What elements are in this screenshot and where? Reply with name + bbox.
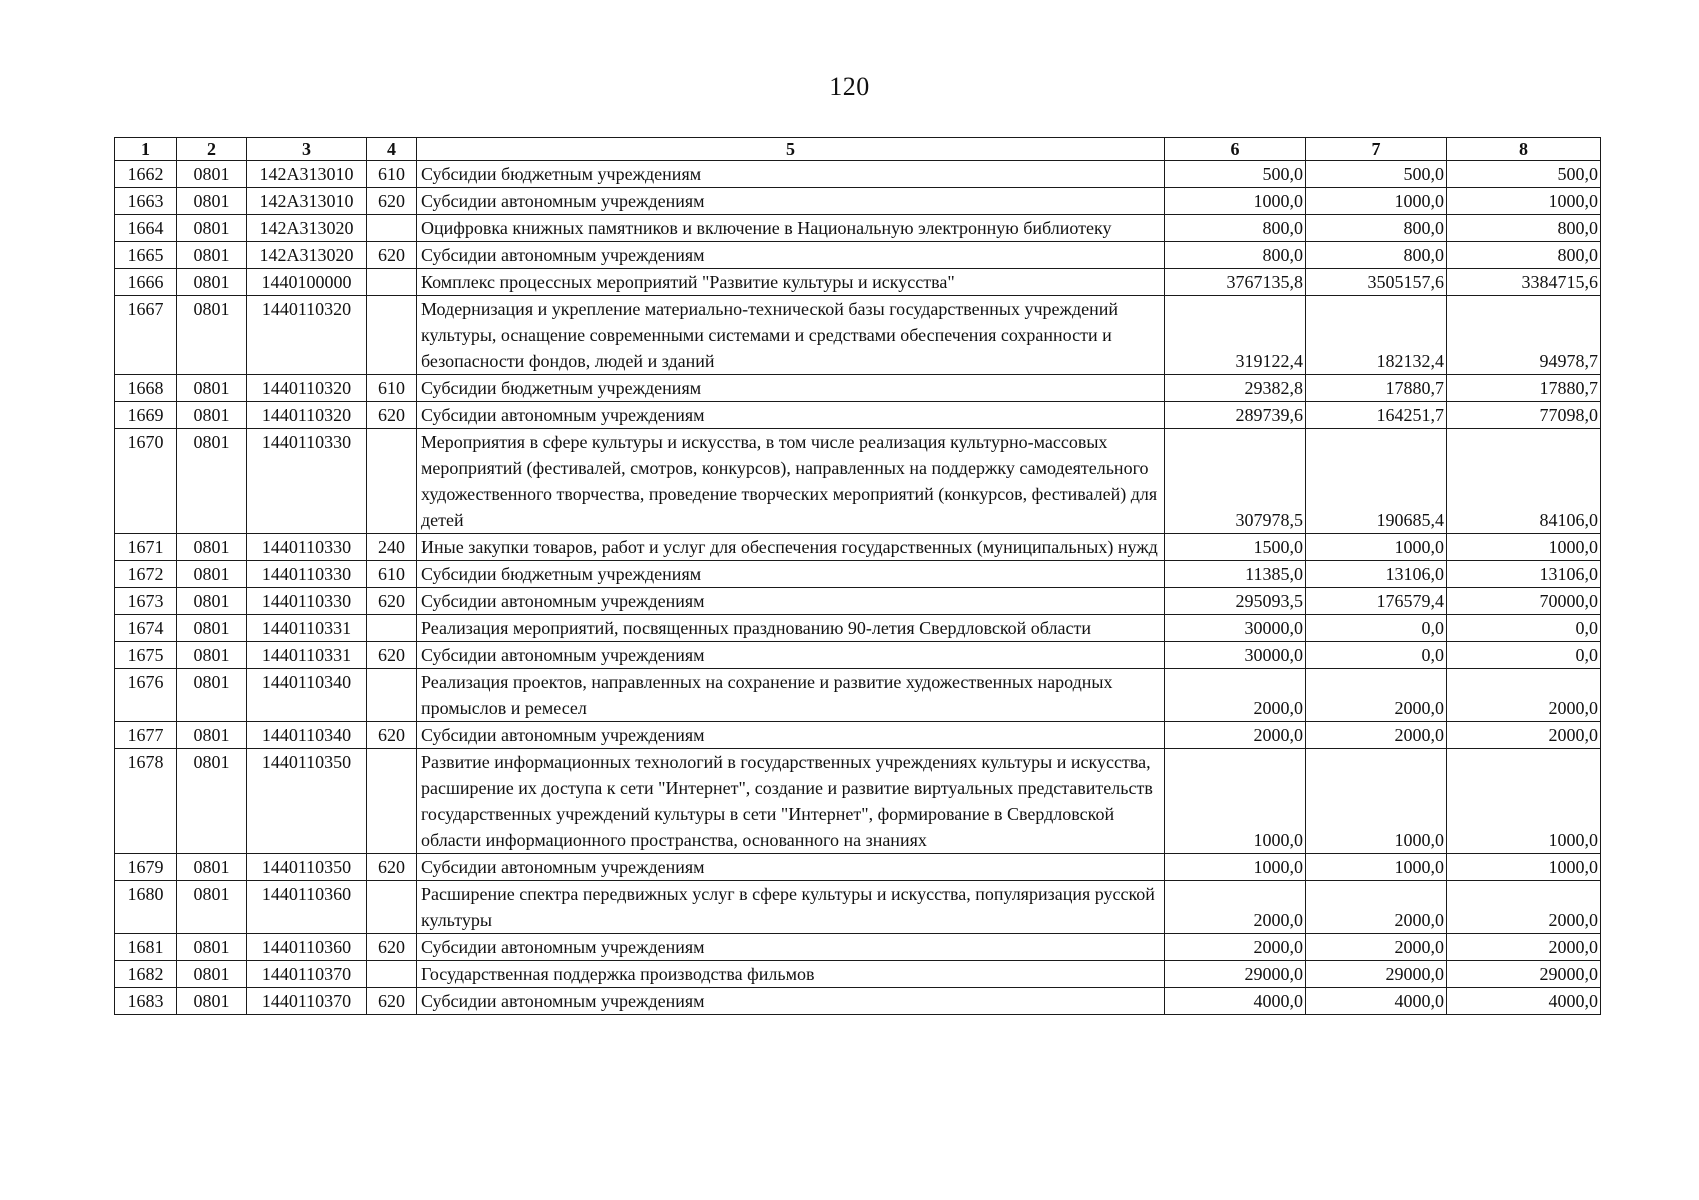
amount-col6-cell: 307978,5 bbox=[1165, 429, 1306, 534]
target-article-cell: 1440110370 bbox=[247, 961, 367, 988]
row-number-cell: 1673 bbox=[115, 588, 177, 615]
target-article-cell: 1440110330 bbox=[247, 561, 367, 588]
target-article-cell: 1440110330 bbox=[247, 534, 367, 561]
amount-col8-cell: 29000,0 bbox=[1447, 961, 1601, 988]
target-article-cell: 1440110350 bbox=[247, 749, 367, 854]
expense-type-cell bbox=[367, 269, 417, 296]
row-number-cell: 1670 bbox=[115, 429, 177, 534]
expense-type-cell: 620 bbox=[367, 188, 417, 215]
item-name-cell: Субсидии автономным учреждениям bbox=[417, 934, 1165, 961]
amount-col8-cell: 500,0 bbox=[1447, 161, 1601, 188]
amount-col6-cell: 2000,0 bbox=[1165, 881, 1306, 934]
amount-col6-cell: 2000,0 bbox=[1165, 934, 1306, 961]
target-article-cell: 1440110330 bbox=[247, 588, 367, 615]
row-number-cell: 1681 bbox=[115, 934, 177, 961]
row-number-cell: 1668 bbox=[115, 375, 177, 402]
target-article-cell: 1440110350 bbox=[247, 854, 367, 881]
item-name-cell: Субсидии автономным учреждениям bbox=[417, 642, 1165, 669]
expense-type-cell bbox=[367, 429, 417, 534]
row-number-cell: 1676 bbox=[115, 669, 177, 722]
row-number-cell: 1678 bbox=[115, 749, 177, 854]
expense-type-cell bbox=[367, 961, 417, 988]
item-name-cell: Государственная поддержка производства фильмов bbox=[417, 961, 1165, 988]
amount-col7-cell: 17880,7 bbox=[1306, 375, 1447, 402]
item-name-cell: Субсидии автономным учреждениям bbox=[417, 988, 1165, 1015]
budget-table bbox=[114, 137, 1601, 1015]
target-article-cell: 142A313010 bbox=[247, 188, 367, 215]
amount-col7-cell: 1000,0 bbox=[1306, 534, 1447, 561]
amount-col6-cell: 1000,0 bbox=[1165, 188, 1306, 215]
expense-type-cell: 610 bbox=[367, 375, 417, 402]
expense-type-cell: 620 bbox=[367, 242, 417, 269]
target-article-cell: 1440110340 bbox=[247, 722, 367, 749]
item-name-cell: Субсидии автономным учреждениям bbox=[417, 402, 1165, 429]
table-row bbox=[115, 561, 1601, 588]
item-name-cell: Субсидии бюджетным учреждениям bbox=[417, 375, 1165, 402]
item-name-cell: Субсидии бюджетным учреждениям bbox=[417, 561, 1165, 588]
column-header: 6 bbox=[1165, 138, 1306, 161]
expense-type-cell: 620 bbox=[367, 402, 417, 429]
amount-col7-cell: 2000,0 bbox=[1306, 722, 1447, 749]
table-row bbox=[115, 961, 1601, 988]
section-code-cell: 0801 bbox=[177, 749, 247, 854]
item-name-cell: Субсидии автономным учреждениям bbox=[417, 722, 1165, 749]
section-code-cell: 0801 bbox=[177, 429, 247, 534]
table-row bbox=[115, 375, 1601, 402]
section-code-cell: 0801 bbox=[177, 988, 247, 1015]
section-code-cell: 0801 bbox=[177, 615, 247, 642]
item-name-cell: Субсидии автономным учреждениям bbox=[417, 588, 1165, 615]
section-code-cell: 0801 bbox=[177, 722, 247, 749]
amount-col7-cell: 2000,0 bbox=[1306, 881, 1447, 934]
table-row bbox=[115, 988, 1601, 1015]
target-article-cell: 142A313010 bbox=[247, 161, 367, 188]
item-name-cell: Субсидии бюджетным учреждениям bbox=[417, 161, 1165, 188]
row-number-cell: 1674 bbox=[115, 615, 177, 642]
amount-col8-cell: 84106,0 bbox=[1447, 429, 1601, 534]
row-number-cell: 1663 bbox=[115, 188, 177, 215]
amount-col8-cell: 70000,0 bbox=[1447, 588, 1601, 615]
item-name-cell: Субсидии автономным учреждениям bbox=[417, 188, 1165, 215]
section-code-cell: 0801 bbox=[177, 296, 247, 375]
expense-type-cell: 620 bbox=[367, 854, 417, 881]
row-number-cell: 1680 bbox=[115, 881, 177, 934]
expense-type-cell: 620 bbox=[367, 642, 417, 669]
amount-col7-cell: 13106,0 bbox=[1306, 561, 1447, 588]
expense-type-cell: 240 bbox=[367, 534, 417, 561]
table-header bbox=[115, 138, 1601, 161]
row-number-cell: 1667 bbox=[115, 296, 177, 375]
row-number-cell: 1669 bbox=[115, 402, 177, 429]
amount-col7-cell: 176579,4 bbox=[1306, 588, 1447, 615]
table-row bbox=[115, 934, 1601, 961]
section-code-cell: 0801 bbox=[177, 242, 247, 269]
item-name-cell: Оцифровка книжных памятников и включение в Национальную электронную библиотеку bbox=[417, 215, 1165, 242]
target-article-cell: 1440110360 bbox=[247, 881, 367, 934]
amount-col8-cell: 2000,0 bbox=[1447, 881, 1601, 934]
amount-col6-cell: 29382,8 bbox=[1165, 375, 1306, 402]
amount-col7-cell: 190685,4 bbox=[1306, 429, 1447, 534]
expense-type-cell: 610 bbox=[367, 561, 417, 588]
amount-col8-cell: 1000,0 bbox=[1447, 854, 1601, 881]
section-code-cell: 0801 bbox=[177, 161, 247, 188]
amount-col6-cell: 30000,0 bbox=[1165, 615, 1306, 642]
amount-col8-cell: 0,0 bbox=[1447, 642, 1601, 669]
column-header: 4 bbox=[367, 138, 417, 161]
amount-col8-cell: 800,0 bbox=[1447, 242, 1601, 269]
amount-col6-cell: 2000,0 bbox=[1165, 669, 1306, 722]
amount-col8-cell: 1000,0 bbox=[1447, 749, 1601, 854]
section-code-cell: 0801 bbox=[177, 669, 247, 722]
target-article-cell: 1440110320 bbox=[247, 375, 367, 402]
section-code-cell: 0801 bbox=[177, 402, 247, 429]
amount-col6-cell: 1000,0 bbox=[1165, 854, 1306, 881]
expense-type-cell: 620 bbox=[367, 988, 417, 1015]
column-header: 5 bbox=[417, 138, 1165, 161]
amount-col6-cell: 800,0 bbox=[1165, 242, 1306, 269]
amount-col8-cell: 0,0 bbox=[1447, 615, 1601, 642]
amount-col6-cell: 29000,0 bbox=[1165, 961, 1306, 988]
table-row bbox=[115, 296, 1601, 375]
header-row bbox=[115, 138, 1601, 161]
target-article-cell: 142A313020 bbox=[247, 242, 367, 269]
amount-col7-cell: 0,0 bbox=[1306, 615, 1447, 642]
column-header: 7 bbox=[1306, 138, 1447, 161]
expense-type-cell bbox=[367, 615, 417, 642]
target-article-cell: 142A313020 bbox=[247, 215, 367, 242]
table-row bbox=[115, 161, 1601, 188]
target-article-cell: 1440110320 bbox=[247, 296, 367, 375]
amount-col6-cell: 800,0 bbox=[1165, 215, 1306, 242]
table-row bbox=[115, 881, 1601, 934]
amount-col7-cell: 29000,0 bbox=[1306, 961, 1447, 988]
amount-col8-cell: 77098,0 bbox=[1447, 402, 1601, 429]
section-code-cell: 0801 bbox=[177, 269, 247, 296]
table-row bbox=[115, 749, 1601, 854]
expense-type-cell bbox=[367, 669, 417, 722]
expense-type-cell: 610 bbox=[367, 161, 417, 188]
target-article-cell: 1440100000 bbox=[247, 269, 367, 296]
section-code-cell: 0801 bbox=[177, 642, 247, 669]
amount-col6-cell: 1000,0 bbox=[1165, 749, 1306, 854]
amount-col8-cell: 4000,0 bbox=[1447, 988, 1601, 1015]
row-number-cell: 1666 bbox=[115, 269, 177, 296]
table-row bbox=[115, 242, 1601, 269]
item-name-cell: Мероприятия в сфере культуры и искусства, в том числе реализация культурно-массовых мероприятий (фестивалей, смотров, конкурсов), направленных на поддержку самодеятельного художественного творчества, проведение творческих мероприятий (конкурсов, фестивалей) для детей bbox=[417, 429, 1165, 534]
row-number-cell: 1672 bbox=[115, 561, 177, 588]
row-number-cell: 1683 bbox=[115, 988, 177, 1015]
item-name-cell: Расширение спектра передвижных услуг в сфере культуры и искусства, популяризация русской культуры bbox=[417, 881, 1165, 934]
table-row bbox=[115, 854, 1601, 881]
table-row bbox=[115, 722, 1601, 749]
expense-type-cell: 620 bbox=[367, 934, 417, 961]
expense-type-cell: 620 bbox=[367, 588, 417, 615]
table-row bbox=[115, 188, 1601, 215]
amount-col7-cell: 2000,0 bbox=[1306, 669, 1447, 722]
row-number-cell: 1665 bbox=[115, 242, 177, 269]
target-article-cell: 1440110331 bbox=[247, 642, 367, 669]
amount-col8-cell: 3384715,6 bbox=[1447, 269, 1601, 296]
amount-col8-cell: 2000,0 bbox=[1447, 669, 1601, 722]
column-header: 2 bbox=[177, 138, 247, 161]
column-header: 3 bbox=[247, 138, 367, 161]
amount-col7-cell: 0,0 bbox=[1306, 642, 1447, 669]
amount-col7-cell: 4000,0 bbox=[1306, 988, 1447, 1015]
row-number-cell: 1662 bbox=[115, 161, 177, 188]
item-name-cell: Субсидии автономным учреждениям bbox=[417, 242, 1165, 269]
row-number-cell: 1679 bbox=[115, 854, 177, 881]
section-code-cell: 0801 bbox=[177, 561, 247, 588]
table-row bbox=[115, 269, 1601, 296]
expense-type-cell bbox=[367, 215, 417, 242]
amount-col8-cell: 2000,0 bbox=[1447, 934, 1601, 961]
target-article-cell: 1440110331 bbox=[247, 615, 367, 642]
expense-type-cell: 620 bbox=[367, 722, 417, 749]
amount-col6-cell: 30000,0 bbox=[1165, 642, 1306, 669]
amount-col8-cell: 1000,0 bbox=[1447, 188, 1601, 215]
amount-col6-cell: 1500,0 bbox=[1165, 534, 1306, 561]
item-name-cell: Иные закупки товаров, работ и услуг для обеспечения государственных (муниципальных) нужд bbox=[417, 534, 1165, 561]
amount-col6-cell: 289739,6 bbox=[1165, 402, 1306, 429]
target-article-cell: 1440110340 bbox=[247, 669, 367, 722]
target-article-cell: 1440110360 bbox=[247, 934, 367, 961]
amount-col6-cell: 4000,0 bbox=[1165, 988, 1306, 1015]
section-code-cell: 0801 bbox=[177, 215, 247, 242]
amount-col6-cell: 3767135,8 bbox=[1165, 269, 1306, 296]
row-number-cell: 1677 bbox=[115, 722, 177, 749]
amount-col7-cell: 1000,0 bbox=[1306, 854, 1447, 881]
expense-type-cell bbox=[367, 296, 417, 375]
row-number-cell: 1675 bbox=[115, 642, 177, 669]
amount-col6-cell: 2000,0 bbox=[1165, 722, 1306, 749]
section-code-cell: 0801 bbox=[177, 961, 247, 988]
table-row bbox=[115, 669, 1601, 722]
item-name-cell: Реализация проектов, направленных на сохранение и развитие художественных народных промыслов и ремесел bbox=[417, 669, 1165, 722]
item-name-cell: Модернизация и укрепление материально-технической базы государственных учреждений культуры, оснащение современными системами и средствами обеспечения сохранности и безопасности фондов, людей и зданий bbox=[417, 296, 1165, 375]
amount-col7-cell: 1000,0 bbox=[1306, 188, 1447, 215]
amount-col6-cell: 295093,5 bbox=[1165, 588, 1306, 615]
table-row bbox=[115, 534, 1601, 561]
table-row bbox=[115, 642, 1601, 669]
section-code-cell: 0801 bbox=[177, 854, 247, 881]
amount-col8-cell: 13106,0 bbox=[1447, 561, 1601, 588]
target-article-cell: 1440110330 bbox=[247, 429, 367, 534]
amount-col7-cell: 2000,0 bbox=[1306, 934, 1447, 961]
amount-col8-cell: 94978,7 bbox=[1447, 296, 1601, 375]
target-article-cell: 1440110370 bbox=[247, 988, 367, 1015]
amount-col6-cell: 319122,4 bbox=[1165, 296, 1306, 375]
item-name-cell: Реализация мероприятий, посвященных празднованию 90-летия Свердловской области bbox=[417, 615, 1165, 642]
section-code-cell: 0801 bbox=[177, 188, 247, 215]
target-article-cell: 1440110320 bbox=[247, 402, 367, 429]
amount-col8-cell: 1000,0 bbox=[1447, 534, 1601, 561]
table-row bbox=[115, 615, 1601, 642]
amount-col7-cell: 1000,0 bbox=[1306, 749, 1447, 854]
table-row bbox=[115, 588, 1601, 615]
section-code-cell: 0801 bbox=[177, 588, 247, 615]
table-body bbox=[115, 161, 1601, 1015]
amount-col7-cell: 164251,7 bbox=[1306, 402, 1447, 429]
table-row bbox=[115, 429, 1601, 534]
item-name-cell: Субсидии автономным учреждениям bbox=[417, 854, 1165, 881]
column-header: 8 bbox=[1447, 138, 1601, 161]
amount-col8-cell: 800,0 bbox=[1447, 215, 1601, 242]
amount-col7-cell: 800,0 bbox=[1306, 215, 1447, 242]
amount-col8-cell: 17880,7 bbox=[1447, 375, 1601, 402]
table-row bbox=[115, 402, 1601, 429]
amount-col7-cell: 500,0 bbox=[1306, 161, 1447, 188]
section-code-cell: 0801 bbox=[177, 881, 247, 934]
amount-col6-cell: 500,0 bbox=[1165, 161, 1306, 188]
section-code-cell: 0801 bbox=[177, 375, 247, 402]
column-header: 1 bbox=[115, 138, 177, 161]
row-number-cell: 1664 bbox=[115, 215, 177, 242]
row-number-cell: 1671 bbox=[115, 534, 177, 561]
row-number-cell: 1682 bbox=[115, 961, 177, 988]
section-code-cell: 0801 bbox=[177, 934, 247, 961]
expense-type-cell bbox=[367, 881, 417, 934]
amount-col6-cell: 11385,0 bbox=[1165, 561, 1306, 588]
item-name-cell: Комплекс процессных мероприятий "Развитие культуры и искусства" bbox=[417, 269, 1165, 296]
amount-col7-cell: 182132,4 bbox=[1306, 296, 1447, 375]
table-row bbox=[115, 215, 1601, 242]
expense-type-cell bbox=[367, 749, 417, 854]
item-name-cell: Развитие информационных технологий в государственных учреждениях культуры и искусства, расширение их доступа к сети "Интернет", создание и развитие виртуальных представительств государственных учреждений культуры в сети "Интернет", формирование в Свердловской области информационного пространства, основанного на знаниях bbox=[417, 749, 1165, 854]
amount-col7-cell: 3505157,6 bbox=[1306, 269, 1447, 296]
amount-col8-cell: 2000,0 bbox=[1447, 722, 1601, 749]
amount-col7-cell: 800,0 bbox=[1306, 242, 1447, 269]
section-code-cell: 0801 bbox=[177, 534, 247, 561]
page-number: 120 bbox=[829, 72, 870, 101]
